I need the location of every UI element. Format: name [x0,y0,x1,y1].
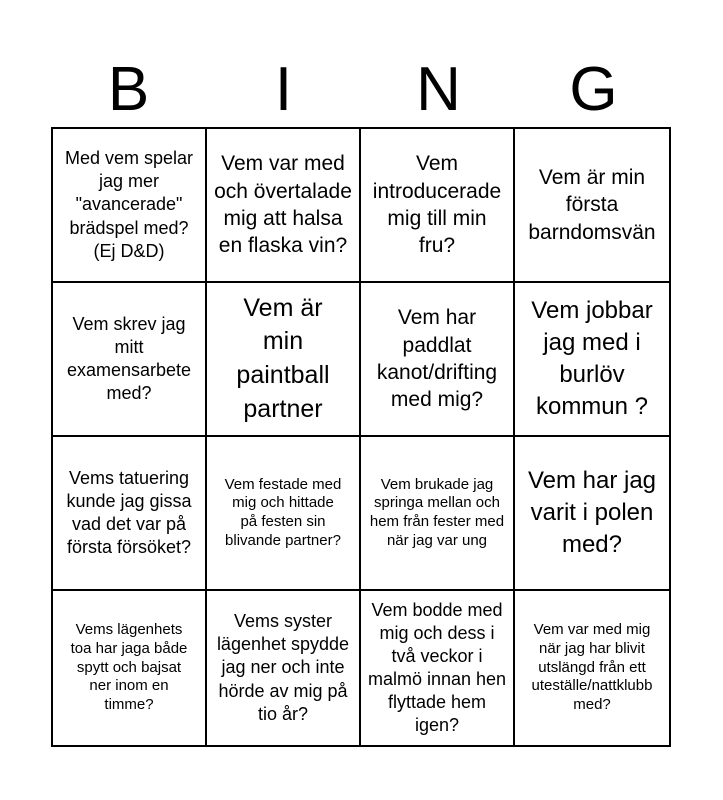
bingo-cell-r2c1[interactable] [53,283,207,437]
cell-text: Vem introducerade mig till min fru? [372,152,502,258]
cell-text: Vem har paddlat kanot/drifting med mig? [376,306,498,412]
bingo-cell-r1c3[interactable] [361,129,515,283]
cell-text: Med vem spelar jag mer "avancerade" brädspel med? (Ej D&D) [64,148,194,261]
bingo-cell-r4c1[interactable] [53,591,207,745]
bingo-cell-r3c4[interactable] [515,437,669,591]
bingo-cell-r4c2[interactable] [207,591,361,745]
cell-text: Vem festade med mig och hittade på festen sin blivande partner? [224,475,342,549]
bingo-cell-r4c3[interactable] [361,591,515,745]
cell-text: Vem skrev jag mitt examensarbete med? [66,313,192,404]
cell-text: Vem var med mig när jag har blivit utslängd från ett uteställe/nattklubb med? [531,621,653,714]
bingo-cell-r1c1[interactable] [53,129,207,283]
cell-text: Vems tatuering kunde jag gissa vad det var på första försöket? [66,467,192,558]
header-letter-n: N [416,55,461,124]
bingo-board [51,127,671,747]
cell-text: Vems syster lägenhet spydde jag ner och inte hörde av mig på tio år? [216,611,350,724]
bingo-cell-r1c2[interactable] [207,129,361,283]
bingo-cell-r2c3[interactable] [361,283,515,437]
header-letter-g: G [569,55,618,124]
bingo-header [51,52,671,128]
header-letter-b: B [107,55,150,124]
cell-text: Vems lägenhets toa har jaga både spytt och bajsat ner inom en timme? [70,621,188,714]
header-letter-i: I [274,55,293,124]
cell-text: Vem brukade jag springa mellan och hem från fester med när jag var ung [369,475,505,549]
bingo-cell-r3c1[interactable] [53,437,207,591]
bingo-cell-r3c2[interactable] [207,437,361,591]
bingo-cell-r4c4[interactable] [515,591,669,745]
cell-text: Vem bodde med mig och dess i två veckor i malmö innan hen flyttade hem igen? [367,599,507,736]
cell-text: Vem har jag varit i polen med? [527,467,657,558]
cell-text: Vem är min första barndomsvän [528,166,656,244]
bingo-cell-r2c4[interactable] [515,283,669,437]
cell-text: Vem jobbar jag med i burlöv kommun ? [531,297,653,420]
bingo-cell-r1c4[interactable] [515,129,669,283]
cell-text: Vem var med och övertalade mig att halsa en flaska vin? [214,152,352,258]
cell-text: Vem är min paintball partner [236,293,330,423]
bingo-cell-r2c2[interactable] [207,283,361,437]
bingo-cell-r3c3[interactable] [361,437,515,591]
